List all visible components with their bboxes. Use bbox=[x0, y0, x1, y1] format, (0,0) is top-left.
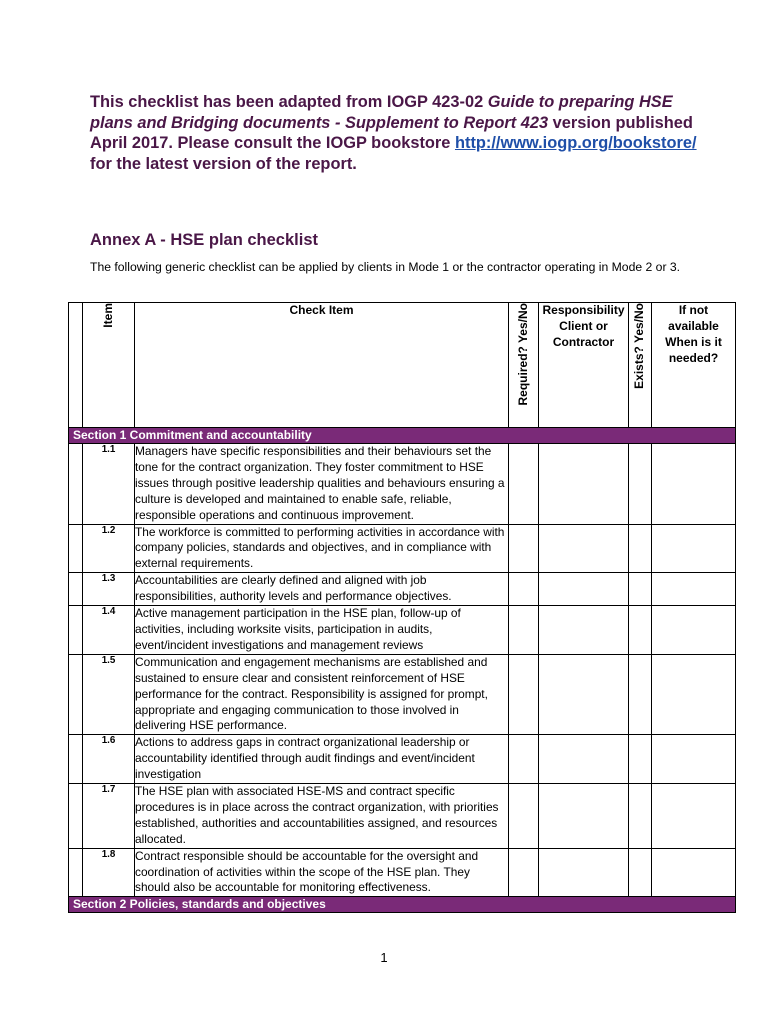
header-if-not-available: If not available When is it needed? bbox=[652, 303, 736, 428]
header-item-label: Item bbox=[100, 303, 115, 328]
item-number: 1.2 bbox=[83, 524, 135, 573]
item-number: 1.5 bbox=[83, 654, 135, 735]
item-number: 1.4 bbox=[83, 606, 135, 655]
required-cell[interactable] bbox=[509, 524, 539, 573]
responsibility-cell[interactable] bbox=[539, 784, 629, 849]
checklist-row bbox=[69, 735, 736, 784]
section-header-row bbox=[69, 897, 736, 913]
header-exists bbox=[629, 303, 652, 428]
exists-cell[interactable] bbox=[629, 735, 652, 784]
page-number: 1 bbox=[380, 950, 388, 965]
checklist-row bbox=[69, 606, 736, 655]
annex-description: The following generic checklist can be applied by clients in Mode 1 or the contractor operating in Mode 2 or 3. bbox=[90, 260, 681, 274]
header-item bbox=[83, 303, 135, 428]
item-number: 1.6 bbox=[83, 735, 135, 784]
responsibility-cell[interactable] bbox=[539, 654, 629, 735]
required-cell[interactable] bbox=[509, 654, 539, 735]
responsibility-cell[interactable] bbox=[539, 524, 629, 573]
check-item-text: Communication and engagement mechanisms are established and sustained to ensure clear and consistent reinforcement of HSE performance for the contract. Responsibility is assigned for prompt, appropriate and engaging communication to those involved in delivering HSE performance. bbox=[135, 654, 509, 735]
required-cell[interactable] bbox=[509, 848, 539, 897]
section-title: Section 1 Commitment and accountability bbox=[69, 428, 736, 444]
item-number: 1.7 bbox=[83, 784, 135, 849]
header-required bbox=[509, 303, 539, 428]
required-cell[interactable] bbox=[509, 573, 539, 606]
checklist-row bbox=[69, 573, 736, 606]
table-header-row bbox=[69, 303, 736, 428]
exists-cell[interactable] bbox=[629, 524, 652, 573]
section-title: Section 2 Policies, standards and objectives bbox=[69, 897, 736, 913]
bookstore-link[interactable]: http://www.iogp.org/bookstore/ bbox=[454, 134, 697, 152]
exists-cell[interactable] bbox=[629, 573, 652, 606]
intro-text-3: for the latest version of the report. bbox=[90, 154, 357, 173]
checklist-body bbox=[69, 428, 736, 913]
required-cell[interactable] bbox=[509, 784, 539, 849]
row-spacer-cell bbox=[69, 573, 83, 606]
checklist-table bbox=[68, 302, 736, 913]
header-exists-label: Exists? Yes/No bbox=[632, 303, 647, 389]
item-number: 1.3 bbox=[83, 573, 135, 606]
row-spacer-cell bbox=[69, 735, 83, 784]
responsibility-cell[interactable] bbox=[539, 606, 629, 655]
required-cell[interactable] bbox=[509, 606, 539, 655]
if-not-available-cell[interactable] bbox=[652, 606, 736, 655]
check-item-text: The HSE plan with associated HSE-MS and contract specific procedures is in place across the contract organization, with priorities established, authorities and accountabilities assigned, and resources allocated. bbox=[135, 784, 509, 849]
required-cell[interactable] bbox=[509, 735, 539, 784]
exists-cell[interactable] bbox=[629, 654, 652, 735]
row-spacer-cell bbox=[69, 848, 83, 897]
if-not-available-cell[interactable] bbox=[652, 784, 736, 849]
header-check-item: Check Item bbox=[135, 303, 509, 428]
checklist-row bbox=[69, 524, 736, 573]
header-required-label: Required? Yes/No bbox=[515, 303, 530, 406]
checklist-row bbox=[69, 848, 736, 897]
item-number: 1.1 bbox=[83, 444, 135, 525]
intro-note bbox=[90, 92, 710, 174]
row-spacer-cell bbox=[69, 784, 83, 849]
intro-text-2: version published April 2017. Please consult the IOGP bookstore bbox=[90, 113, 693, 152]
check-item-text: The workforce is committed to performing activities in accordance with company policies, standards and objectives, and in compliance with external requirements. bbox=[135, 524, 509, 573]
responsibility-cell[interactable] bbox=[539, 573, 629, 606]
checklist-row bbox=[69, 784, 736, 849]
row-spacer-cell bbox=[69, 654, 83, 735]
row-spacer-cell bbox=[69, 606, 83, 655]
intro-text-1: This checklist has been adapted from IOGP 423-02 bbox=[90, 93, 488, 111]
header-blank bbox=[69, 303, 83, 428]
if-not-available-cell[interactable] bbox=[652, 573, 736, 606]
row-spacer-cell bbox=[69, 444, 83, 525]
check-item-text: Managers have specific responsibilities and their behaviours set the tone for the contract organization. They foster commitment to HSE issues through positive leadership qualities and behaviours ensuring a culture is developed and maintained to enable safe, reliable, responsible operations and continuous improvement. bbox=[135, 444, 509, 525]
checklist-row bbox=[69, 654, 736, 735]
if-not-available-cell[interactable] bbox=[652, 444, 736, 525]
intro-guide-title: Guide to preparing HSE plans and Bridging documents - Supplement to Report 423 bbox=[90, 93, 673, 132]
check-item-text: Active management participation in the HSE plan, follow-up of activities, including worksite visits, participation in audits, event/incident investigations and management reviews bbox=[135, 606, 509, 655]
required-cell[interactable] bbox=[509, 444, 539, 525]
if-not-available-cell[interactable] bbox=[652, 735, 736, 784]
exists-cell[interactable] bbox=[629, 784, 652, 849]
header-responsibility: Responsibility Client or Contractor bbox=[539, 303, 629, 428]
if-not-available-cell[interactable] bbox=[652, 654, 736, 735]
row-spacer-cell bbox=[69, 524, 83, 573]
if-not-available-cell[interactable] bbox=[652, 524, 736, 573]
annex-title: Annex A - HSE plan checklist bbox=[90, 231, 319, 249]
if-not-available-cell[interactable] bbox=[652, 848, 736, 897]
responsibility-cell[interactable] bbox=[539, 735, 629, 784]
check-item-text: Actions to address gaps in contract organizational leadership or accountability identified through audit findings and event/incident investigation bbox=[135, 735, 509, 784]
item-number: 1.8 bbox=[83, 848, 135, 897]
exists-cell[interactable] bbox=[629, 444, 652, 525]
check-item-text: Contract responsible should be accountable for the oversight and coordination of activities within the scope of the HSE plan. They should also be accountable for monitoring effectiveness. bbox=[135, 848, 509, 897]
exists-cell[interactable] bbox=[629, 606, 652, 655]
section-header-row bbox=[69, 428, 736, 444]
responsibility-cell[interactable] bbox=[539, 848, 629, 897]
check-item-text: Accountabilities are clearly defined and aligned with job responsibilities, authority levels and performance objectives. bbox=[135, 573, 509, 606]
checklist-row bbox=[69, 444, 736, 525]
responsibility-cell[interactable] bbox=[539, 444, 629, 525]
exists-cell[interactable] bbox=[629, 848, 652, 897]
